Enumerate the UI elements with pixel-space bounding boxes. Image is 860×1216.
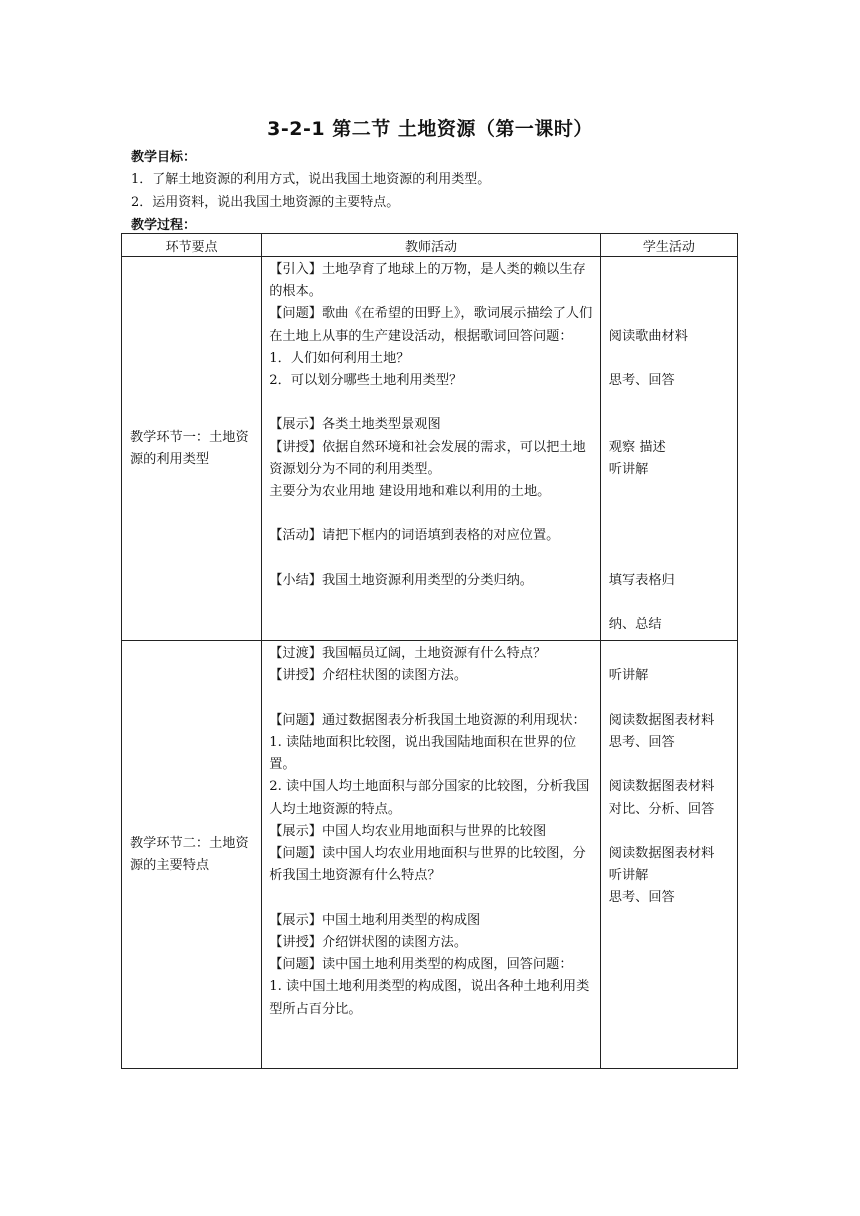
student-line: 听讲解 xyxy=(608,461,649,477)
header-student: 学生活动 xyxy=(600,234,737,257)
student-activity-cell xyxy=(600,641,737,1069)
student-line: 思考、回答 xyxy=(608,735,675,751)
teacher-line: 【问题】读中国人均农业用地面积与世界的比较图，分析我国土地资源有什么特点？ xyxy=(269,846,586,884)
process-heading: 教学过程： xyxy=(131,218,197,233)
teacher-line: 【问题】通过数据图表分析我国土地资源的利用现状： xyxy=(269,712,586,728)
teacher-line: 【讲授】介绍饼状图的读图方法。 xyxy=(269,934,468,950)
student-line: 思考、回答 xyxy=(608,372,675,388)
teacher-line: 1. 读陆地面积比较图，说出我国陆地面积在世界的位置。 xyxy=(269,735,577,773)
teacher-line: 【引入】土地孕育了地球上的万物，是人类的赖以生存的根本。 xyxy=(269,262,586,300)
teacher-line: 【活动】请把下框内的词语填到表格的对应位置。 xyxy=(269,528,560,544)
lesson-title: 3-2-1 第二节 土地资源（第一课时） xyxy=(267,118,593,140)
spacer xyxy=(269,888,593,910)
spacer xyxy=(269,548,593,570)
teacher-line: 【展示】中国土地利用类型的构成图 xyxy=(269,912,481,928)
teacher-line: 【讲授】依据自然环境和社会发展的需求，可以把土地资源划分为不同的利用类型。 xyxy=(269,439,586,477)
teacher-line: 【问题】歌曲《在希望的田野上》，歌词展示描绘了人们在土地上从事的生产建设活动，根据歌词回答问题： xyxy=(269,306,593,344)
teacher-activity-cell xyxy=(262,257,601,641)
phase-cell: 教学环节一：土地资源的利用类型 xyxy=(122,257,262,641)
spacer xyxy=(269,392,593,414)
teacher-line: 2．可以划分哪些土地利用类型？ xyxy=(269,373,463,389)
student-activity-cell xyxy=(600,257,737,641)
table-row xyxy=(122,257,738,641)
student-line: 观察 描述 xyxy=(608,439,666,455)
student-line: 听讲解 xyxy=(608,868,649,884)
teacher-line: 1. 读中国土地利用类型的构成图，说出各种土地利用类型所占百分比。 xyxy=(269,979,590,1017)
header-phase: 环节要点 xyxy=(122,234,262,257)
objective-item: 2．运用资料，说出我国土地资源的主要特点。 xyxy=(131,195,400,210)
objective-item: 1．了解土地资源的利用方式，说出我国土地资源的利用类型。 xyxy=(131,172,491,187)
table-row xyxy=(122,641,738,1069)
teacher-activity-cell xyxy=(262,641,601,1069)
student-line: 对比、分析、回答 xyxy=(608,801,715,817)
teacher-line: 【展示】各类土地类型景观图 xyxy=(269,417,441,433)
student-line: 纳、总结 xyxy=(608,617,662,633)
student-line: 阅读歌曲材料 xyxy=(608,328,688,344)
spacer xyxy=(269,503,593,525)
table-header-row xyxy=(122,234,738,257)
student-line: 听讲解 xyxy=(608,668,649,684)
teacher-line: 【展示】中国人均农业用地面积与世界的比较图 xyxy=(269,823,547,839)
teacher-line: 【讲授】介绍柱状图的读图方法。 xyxy=(269,668,468,684)
objectives-heading: 教学目标： xyxy=(131,150,197,165)
teacher-line: 【小结】我国土地资源利用类型的分类归纳。 xyxy=(269,572,533,588)
student-line: 思考、回答 xyxy=(608,890,675,906)
student-line: 填写表格归 xyxy=(608,572,675,588)
teacher-line: 【问题】读中国土地利用类型的构成图，回答问题： xyxy=(269,957,573,973)
teacher-line: 2. 读中国人均土地面积与部分国家的比较图，分析我国人均土地资源的特点。 xyxy=(269,779,590,817)
spacer xyxy=(269,688,593,710)
header-teacher: 教师活动 xyxy=(262,234,601,257)
teacher-line: 1．人们如何利用土地？ xyxy=(269,350,410,366)
teacher-line: 【过渡】我国幅员辽阔，土地资源有什么特点？ xyxy=(269,646,547,662)
lesson-table xyxy=(121,233,738,1069)
student-line: 阅读数据图表材料 xyxy=(608,779,715,795)
student-line: 阅读数据图表材料 xyxy=(608,712,715,728)
teacher-line: 主要分为农业用地 建设用地和难以利用的土地。 xyxy=(269,484,551,500)
student-line: 阅读数据图表材料 xyxy=(608,846,715,862)
phase-cell: 教学环节二：土地资源的主要特点 xyxy=(122,641,262,1069)
